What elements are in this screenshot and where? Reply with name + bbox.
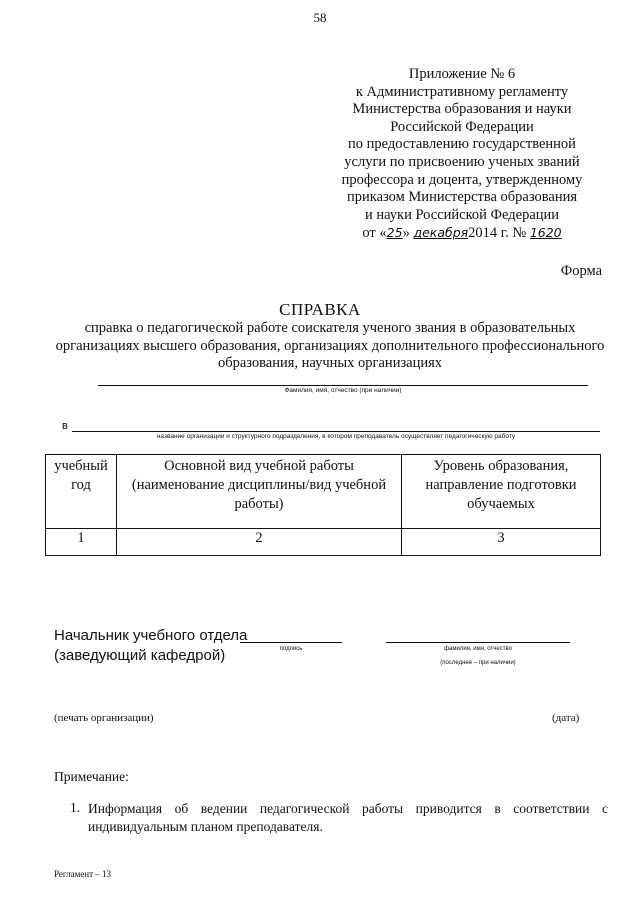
appendix-date-line: [330, 224, 594, 243]
header-cell-level: Уровень образования, направление подготовки обучаемых: [402, 455, 601, 529]
appendix-line: услуги по присвоению ученых званий: [344, 153, 580, 170]
fio-caption: Фамилия, имя, отчество (при наличии): [284, 387, 402, 394]
work-table: [45, 454, 601, 556]
appendix-line: Российской Федерации: [390, 118, 534, 135]
document-subtitle: справка о педагогической работе соискателя ученого звания в образовательных организациях высшего образования, организациях дополнительного профессионального образования, научных организациях: [55, 320, 605, 372]
name-caption: фамилия, имя, отчество: [444, 646, 512, 652]
position-title: [54, 626, 247, 666]
page-number: 58: [313, 10, 327, 25]
appendix-line: к Административному регламенту: [355, 83, 569, 100]
appendix-line: и науки Российской Федерации: [364, 206, 560, 223]
name-caption-note: (последнее – при наличии): [440, 660, 516, 666]
header-cell-work: Основной вид учебной работы (наименование дисциплины/вид учебной работы): [117, 455, 402, 529]
signature-line: [240, 642, 342, 643]
date-close: »: [402, 225, 410, 242]
position-line2: (заведующий кафедрой): [54, 647, 226, 664]
date-day: 25: [386, 225, 403, 241]
appendix-line: приказом Министерства образования: [346, 189, 578, 206]
date-prefix: от «: [362, 225, 387, 242]
org-caption: название организации и структурного подразделения, в котором преподаватель осуществляет педагогическую работу: [156, 433, 516, 440]
footer: Регламент – 13: [54, 869, 112, 879]
table-header-row: [46, 455, 601, 529]
form-label: Форма: [560, 263, 602, 279]
position-line1: Начальник учебного отдела: [54, 627, 248, 644]
number-cell: 2: [117, 529, 402, 556]
number-cell: 3: [402, 529, 601, 556]
signature-caption: подпись: [279, 646, 303, 652]
date-year: 2014 г. №: [468, 225, 527, 242]
date-month: декабря: [413, 225, 469, 241]
appendix-line: профессора и доцента, утвержденному: [341, 171, 583, 188]
order-number: 1620: [529, 225, 562, 241]
name-line: [386, 642, 570, 643]
appendix-line: по предоставлению государственной: [348, 136, 576, 153]
note-title: Примечание:: [54, 769, 129, 784]
date-label: (дата): [552, 712, 580, 724]
appendix-line: Министерства образования и науки: [352, 101, 572, 118]
table-row: [46, 529, 601, 556]
note-item-number: 1.: [70, 800, 81, 815]
document-title: СПРАВКА: [279, 300, 361, 319]
org-line: [72, 431, 600, 432]
note-item-text: Информация об ведении педагогической работы приводится в соответствии с индивидуальным планом преподавателя.: [88, 801, 608, 834]
in-label: в: [62, 420, 68, 432]
number-cell: 1: [46, 529, 117, 556]
appendix-line: Приложение № 6: [408, 66, 516, 82]
appendix-header: [330, 66, 594, 243]
stamp-label: (печать организации): [54, 712, 154, 724]
fio-line: [98, 385, 588, 386]
header-cell-year: учебный год: [46, 455, 117, 529]
